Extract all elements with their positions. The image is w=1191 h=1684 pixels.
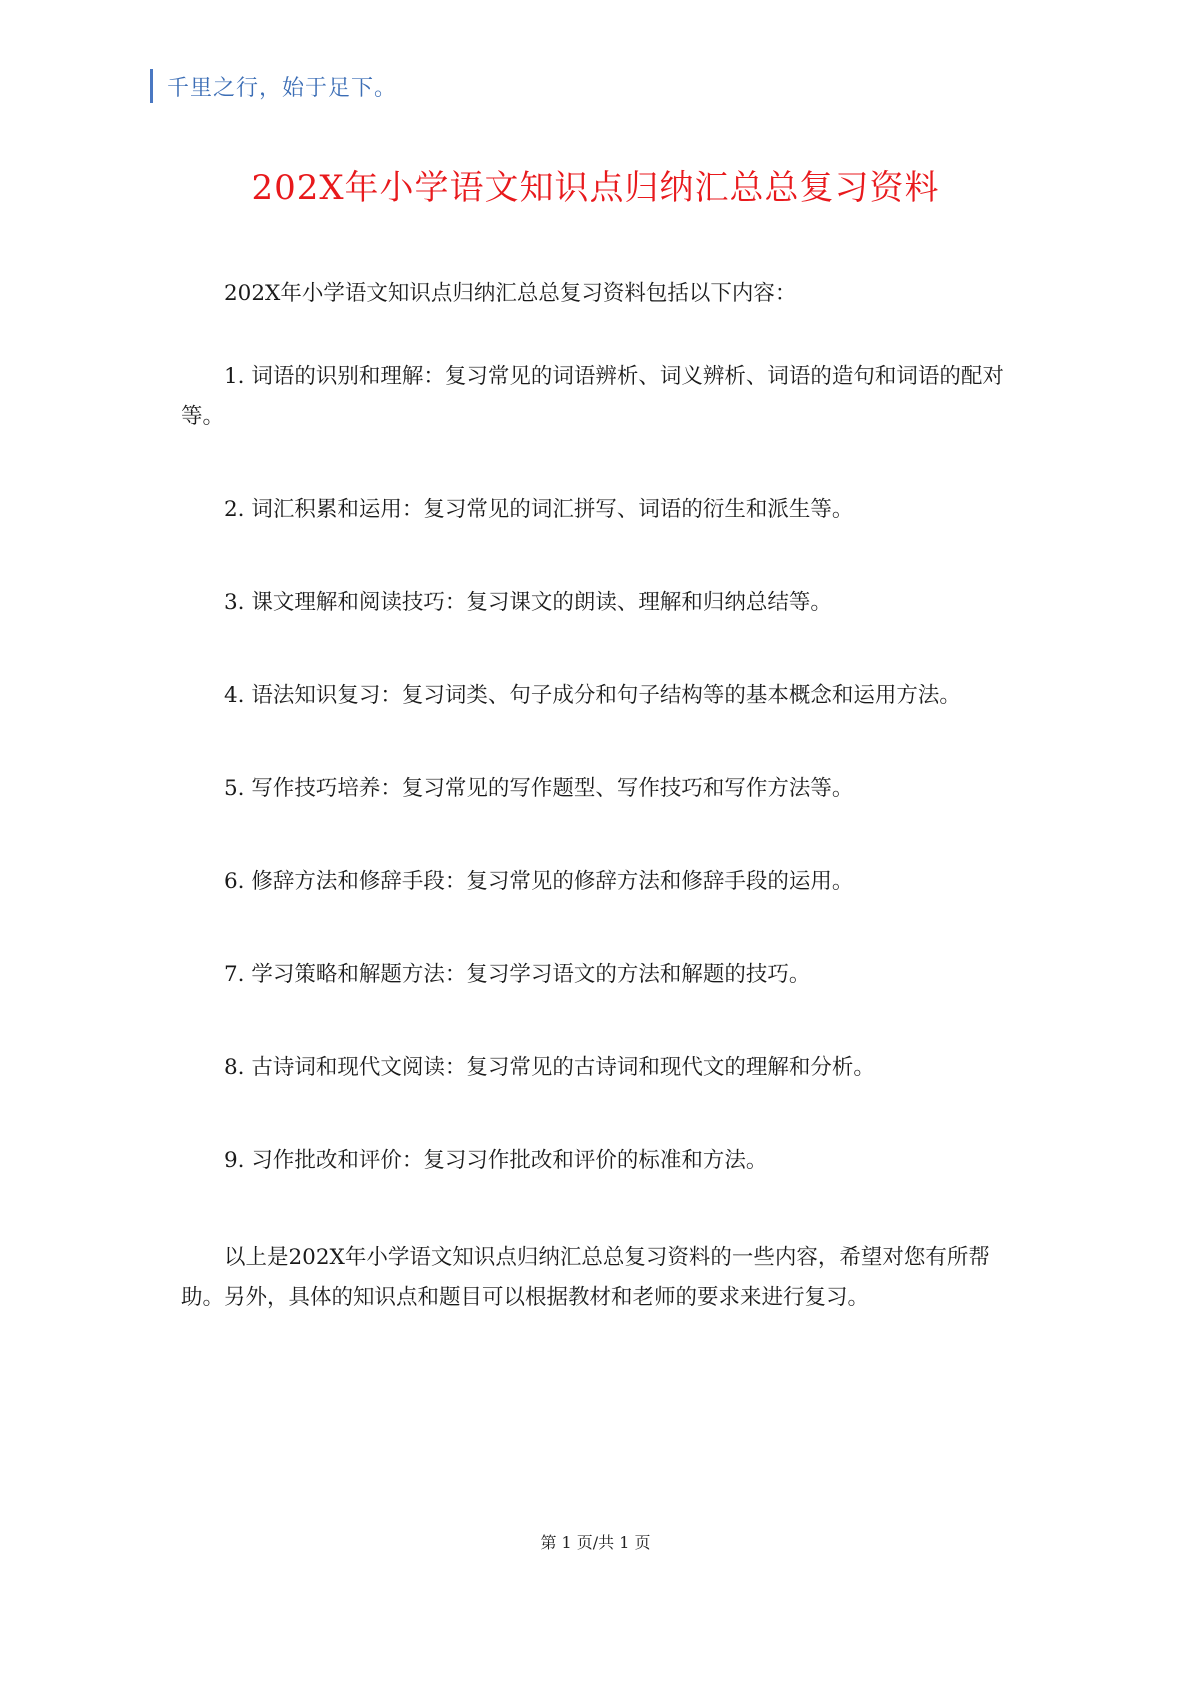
- list-item: 4. 语法知识复习：复习词类、句子成分和句子结构等的基本概念和运用方法。: [224, 683, 961, 708]
- list-item: 2. 词汇积累和运用：复习常见的词汇拼写、词语的衍生和派生等。: [224, 497, 854, 522]
- conclusion-paragraph: 以上是202X年小学语文知识点归纳汇总总复习资料的一些内容，希望对您有所帮助。另外，具体的知识点和题目可以根据教材和老师的要求来进行复习。: [181, 1245, 990, 1310]
- list-item: 6. 修辞方法和修辞手段：复习常见的修辞方法和修辞手段的运用。: [224, 869, 854, 894]
- page-header: [150, 68, 397, 104]
- page-footer: 第 1 页/共 1 页: [540, 1533, 651, 1552]
- list-item: 3. 课文理解和阅读技巧：复习课文的朗读、理解和归纳总结等。: [224, 590, 832, 615]
- list-item: 5. 写作技巧培养：复习常见的写作题型、写作技巧和写作方法等。: [224, 776, 854, 801]
- header-motto: 千里之行，始于足下。: [167, 75, 398, 101]
- list-item: 1. 词语的识别和理解：复习常见的词语辨析、词义辨析、词语的造句和词语的配对等。: [181, 364, 1004, 429]
- list-item: 8. 古诗词和现代文阅读：复习常见的古诗词和现代文的理解和分析。: [224, 1055, 875, 1080]
- document-body: [181, 274, 1021, 1318]
- list-item: 9. 习作批改和评价：复习习作批改和评价的标准和方法。: [224, 1148, 768, 1173]
- intro-paragraph: 202X年小学语文知识点归纳汇总总复习资料包括以下内容：: [224, 281, 797, 306]
- list-item: 7. 学习策略和解题方法：复习学习语文的方法和解题的技巧。: [224, 962, 811, 987]
- header-accent-bar: [150, 69, 153, 103]
- document-title: 202X年小学语文知识点归纳汇总总复习资料: [251, 168, 940, 208]
